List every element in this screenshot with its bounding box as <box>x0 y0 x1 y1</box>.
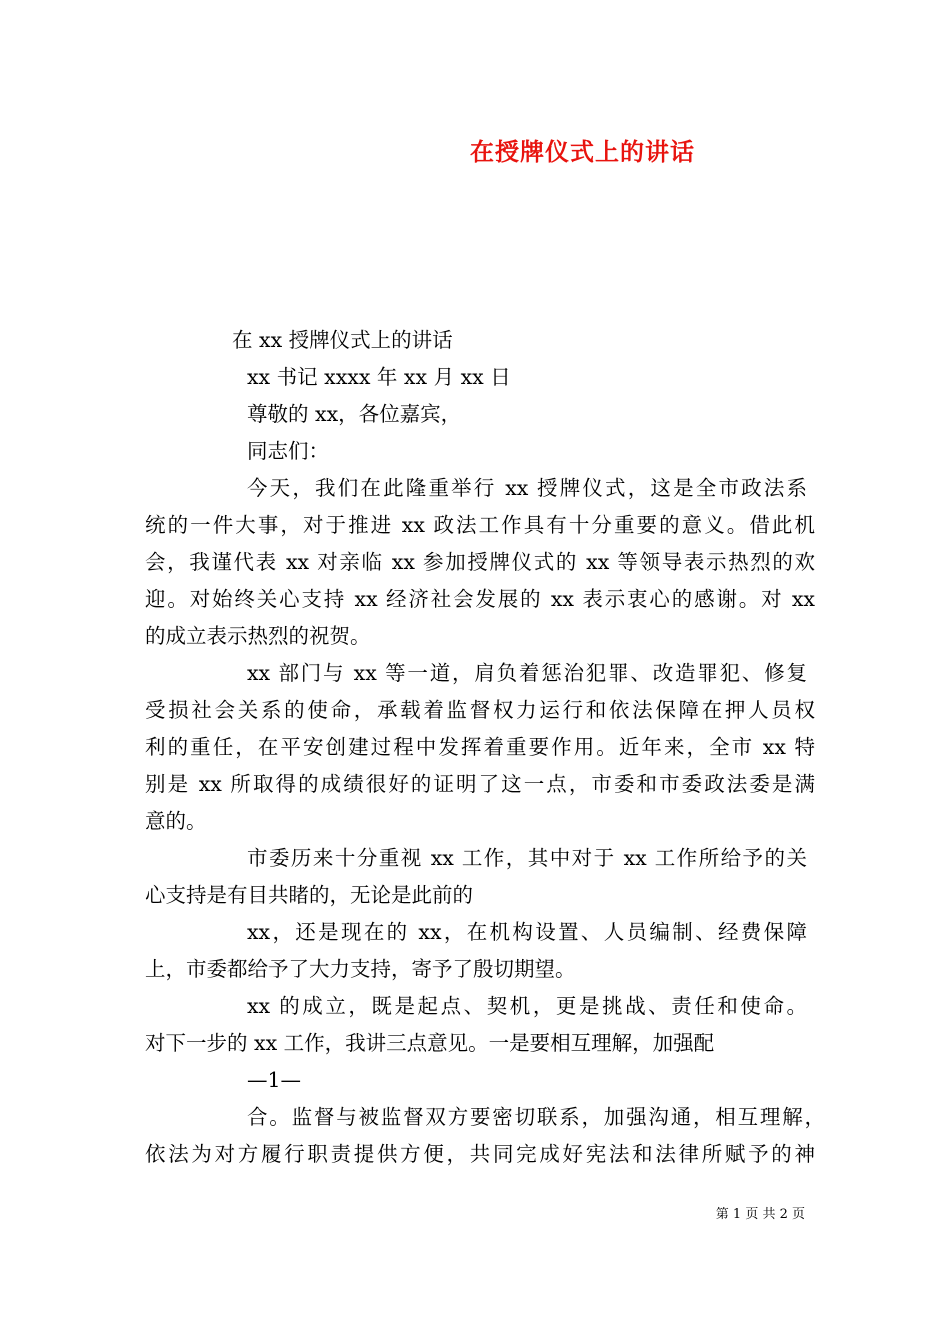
paragraph-line: 市委历来十分重视 xx 工作，其中对于 xx 工作所给予的关 <box>247 846 807 870</box>
document-title: 在授牌仪式上的讲话 <box>470 137 695 166</box>
speech-heading: 在 xx 授牌仪式上的讲话 <box>232 328 453 352</box>
paragraph-line: xx 的成立，既是起点、契机，更是挑战、责任和使命。 <box>247 994 807 1018</box>
paragraph-line: xx 部门与 xx 等一道，肩负着惩治犯罪、改造罪犯、修复 <box>247 661 807 685</box>
paragraph-line: 今天，我们在此隆重举行 xx 授牌仪式，这是全市政法系 <box>247 476 807 500</box>
paragraph-line: 别是 xx 所取得的成绩很好的证明了这一点，市委和市委政法委是满 <box>145 772 815 796</box>
paragraph-line: 意的。 <box>145 809 207 833</box>
salutation-line: 尊敬的 xx，各位嘉宾， <box>247 402 462 426</box>
paragraph-line: 迎。对始终关心支持 xx 经济社会发展的 xx 表示衷心的感谢。对 xx <box>145 587 815 611</box>
paragraph-line: 的成立表示热烈的祝贺。 <box>145 624 371 648</box>
paragraph-line: 心支持是有目共睹的，无论是此前的 <box>145 883 473 907</box>
paragraph-line: 合。监督与被监督双方要密切联系，加强沟通，相互理解， <box>247 1105 825 1129</box>
paragraph-line: 上，市委都给予了大力支持，寄予了殷切期望。 <box>145 957 576 981</box>
page-footer: 第 1 页 共 2 页 <box>715 1207 805 1222</box>
paragraph-line: xx，还是现在的 xx，在机构设置、人员编制、经费保障 <box>247 920 807 944</box>
paragraph-line: 统的一件大事，对于推进 xx 政法工作具有十分重要的意义。借此机 <box>145 513 815 537</box>
paragraph-line: 对下一步的 xx 工作，我讲三点意见。一是要相互理解，加强配 <box>145 1031 715 1055</box>
inline-page-number: —1— <box>247 1068 302 1092</box>
paragraph-line: 依法为对方履行职责提供方便，共同完成好宪法和法律所赋予的神 <box>145 1142 815 1166</box>
salutation-line: 同志们： <box>247 439 329 463</box>
paragraph-line: 利的重任，在平安创建过程中发挥着重要作用。近年来，全市 xx 特 <box>145 735 815 759</box>
speech-date: xx 书记 xxxx 年 xx 月 xx 日 <box>247 365 511 389</box>
paragraph-line: 会，我谨代表 xx 对亲临 xx 参加授牌仪式的 xx 等领导表示热烈的欢 <box>145 550 815 574</box>
paragraph-line: 受损社会关系的使命，承载着监督权力运行和依法保障在押人员权 <box>145 698 815 722</box>
